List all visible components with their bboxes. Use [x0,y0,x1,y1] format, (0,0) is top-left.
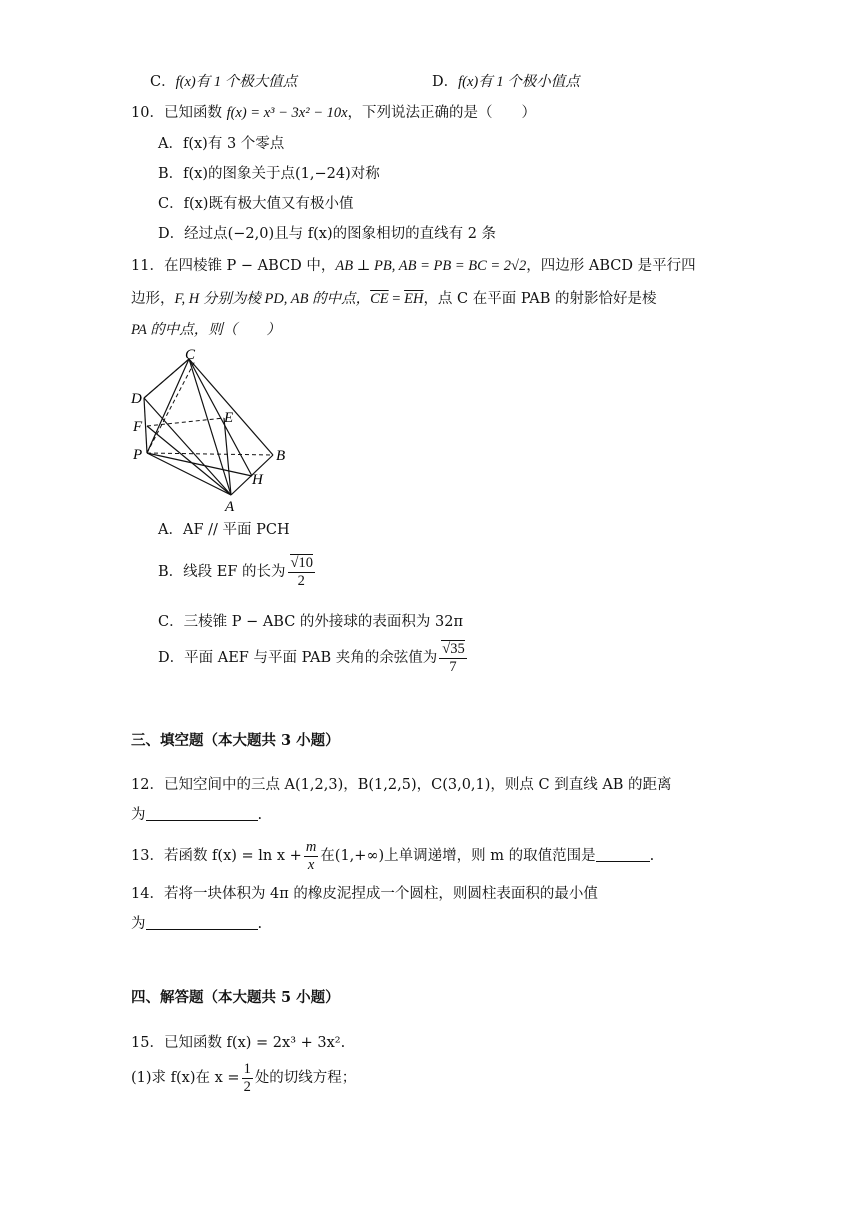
q13: 13．若函数 f(x) = ln x + $\frac{m}{x}$ 在(1,+∞)上单调递增，则 m 的取值范围是 . [131,838,655,873]
q13-answer-blank[interactable] [596,847,650,862]
section-4-title: 四、解答题（本大题共 5 小题） [131,989,340,1006]
q11-option-c: C．三棱锥 P − ABC 的外接球的表面积为 32π [158,614,464,630]
q10-stem: 10．已知函数 f(x) = x³ − 3x² − 10x，下列说法正确的是（ ） [131,105,537,121]
q14-line2: 为 . [131,916,263,932]
q10-option-a: A．f(x)有 3 个零点 [158,136,285,152]
q10-option-b: B．f(x)的图象关于点(1,−24)对称 [158,166,380,182]
q12-line2: 为 . [131,807,263,823]
q11-option-a: A．AF // 平面 PCH [158,522,290,538]
q10-option-d: D．经过点(−2,0)且与 f(x)的图象相切的直线有 2 条 [158,226,497,242]
q10-option-c: C．f(x)既有极大值又有极小值 [158,196,354,212]
q15-part1: (1)求 f(x)在 x = $\frac{1}{2}$ 处的切线方程； [131,1060,357,1095]
q15-stem: 15．已知函数 f(x) = 2x³ + 3x². [131,1035,346,1051]
label-f: F [133,419,143,435]
q12-answer-blank[interactable] [146,806,258,821]
q11-option-d: D．平面 AEF 与平面 PAB 夹角的余弦值为 $\frac{√35}{7}$ [158,640,465,675]
label-d: D [131,391,142,407]
q12-line1: 12．已知空间中的三点 A(1,2,3)，B(1,2,5)，C(3,0,1)，则点 C 到直线 AB 的距离 [131,777,672,793]
label-p: P [133,447,143,463]
q11-stem-line2: 边形，F, H 分别为棱 PD, AB 的中点，$\overline{CE} = \overline{EH}$，点 C 在平面 PAB 的射影恰好是棱 [131,291,657,307]
vector-eh: $\overline{EH}$ [404,291,424,307]
q11-stem-line3: PA 的中点，则（ ） [131,322,281,338]
label-b: B [276,448,286,464]
label-a: A [225,499,235,515]
q11-stem-line1: 11．在四棱锥 P − ABCD 中，AB ⊥ PB, AB = PB = BC = 2√2，四边形 ABCD 是平行四 [131,258,696,274]
q14-line1: 14．若将一块体积为 4π 的橡皮泥捏成一个圆柱，则圆柱表面积的最小值 [131,886,598,902]
q9-option-c: C．f(x)有 1 个极大值点 [150,74,298,90]
pyramid-figure [128,345,298,515]
q14-answer-blank[interactable] [146,915,258,930]
vector-ce: $\overline{CE}$ [370,291,389,307]
section-3-title: 三、填空题（本大题共 3 小题） [131,732,340,749]
q9-option-d: D．f(x)有 1 个极小值点 [432,74,580,90]
label-c: C [185,347,196,363]
q11-option-b: B．线段 EF 的长为 $\frac{√10}{2}$ [158,554,313,589]
label-h: H [252,472,263,488]
label-e: E [224,410,234,426]
